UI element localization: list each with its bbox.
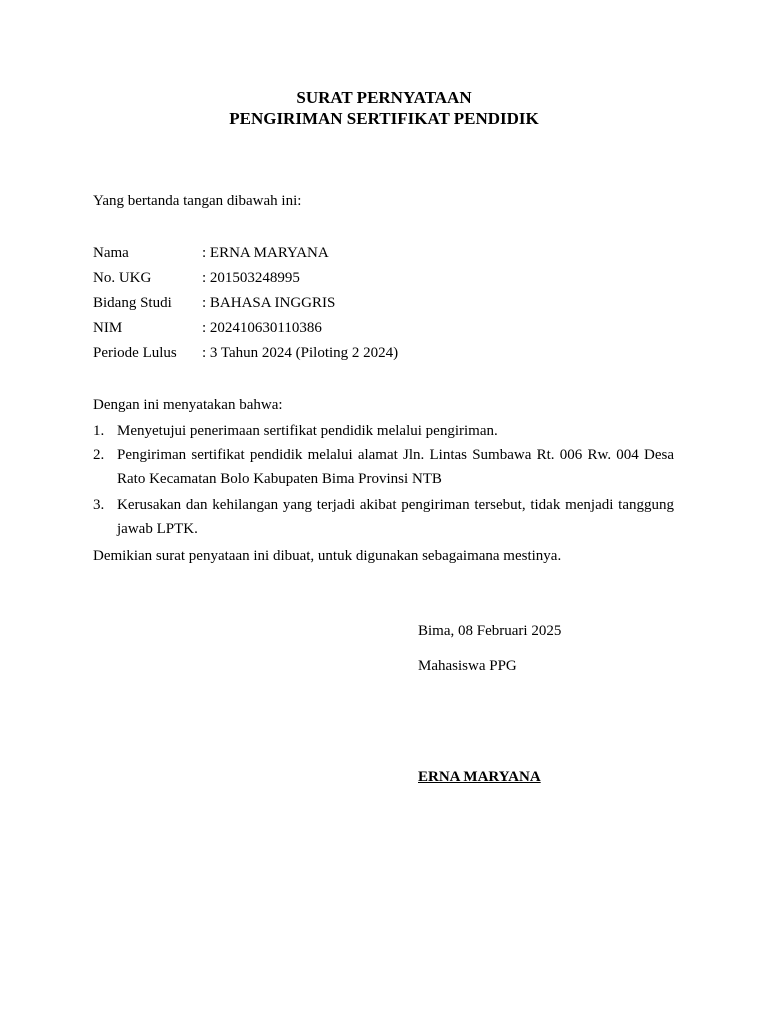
field-label-nama: Nama [93, 245, 129, 261]
statement-text: Kerusakan dan kehilangan yang terjadi akibat pengiriman tersebut, tidak menjadi tanggung jawab LPTK. [117, 497, 674, 537]
field-value-bidang-studi: : BAHASA INGGRIS [202, 295, 336, 311]
field-value-periode-lulus: : 3 Tahun 2024 (Piloting 2 2024) [202, 345, 399, 361]
statement-text: Pengiriman sertifikat pendidik melalui alamat Jln. Lintas Sumbawa Rt. 006 Rw. 004 Desa Rato Kecamatan Bolo Kabupaten Bima Provinsi NTB [117, 447, 674, 487]
closing-text: Demikian surat penyataan ini dibuat, untuk digunakan sebagaimana mestinya. [93, 548, 562, 564]
statement-number: 3. [93, 497, 105, 513]
document-subtitle: PENGIRIMAN SERTIFIKAT PENDIDIK [229, 109, 539, 128]
signature-role: Mahasiswa PPG [418, 658, 517, 674]
field-label-periode-lulus: Periode Lulus [93, 345, 177, 361]
document-title: SURAT PERNYATAAN [296, 88, 472, 107]
field-value-no-ukg: : 201503248995 [202, 270, 300, 286]
field-label-nim: NIM [93, 320, 123, 336]
intro-text: Yang bertanda tangan dibawah ini: [93, 193, 302, 209]
statement-number: 2. [93, 447, 105, 463]
field-value-nama: : ERNA MARYANA [202, 245, 329, 261]
field-label-bidang-studi: Bidang Studi [93, 295, 172, 311]
statement-intro: Dengan ini menyatakan bahwa: [93, 397, 283, 413]
signature-place-date: Bima, 08 Februari 2025 [418, 623, 562, 639]
field-value-nim: : 202410630110386 [202, 320, 322, 336]
statement-text: Menyetujui penerimaan sertifikat pendidik melalui pengiriman. [117, 423, 498, 439]
statement-number: 1. [93, 423, 105, 439]
field-label-no-ukg: No. UKG [93, 270, 152, 286]
signature-name: ERNA MARYANA [418, 769, 541, 785]
